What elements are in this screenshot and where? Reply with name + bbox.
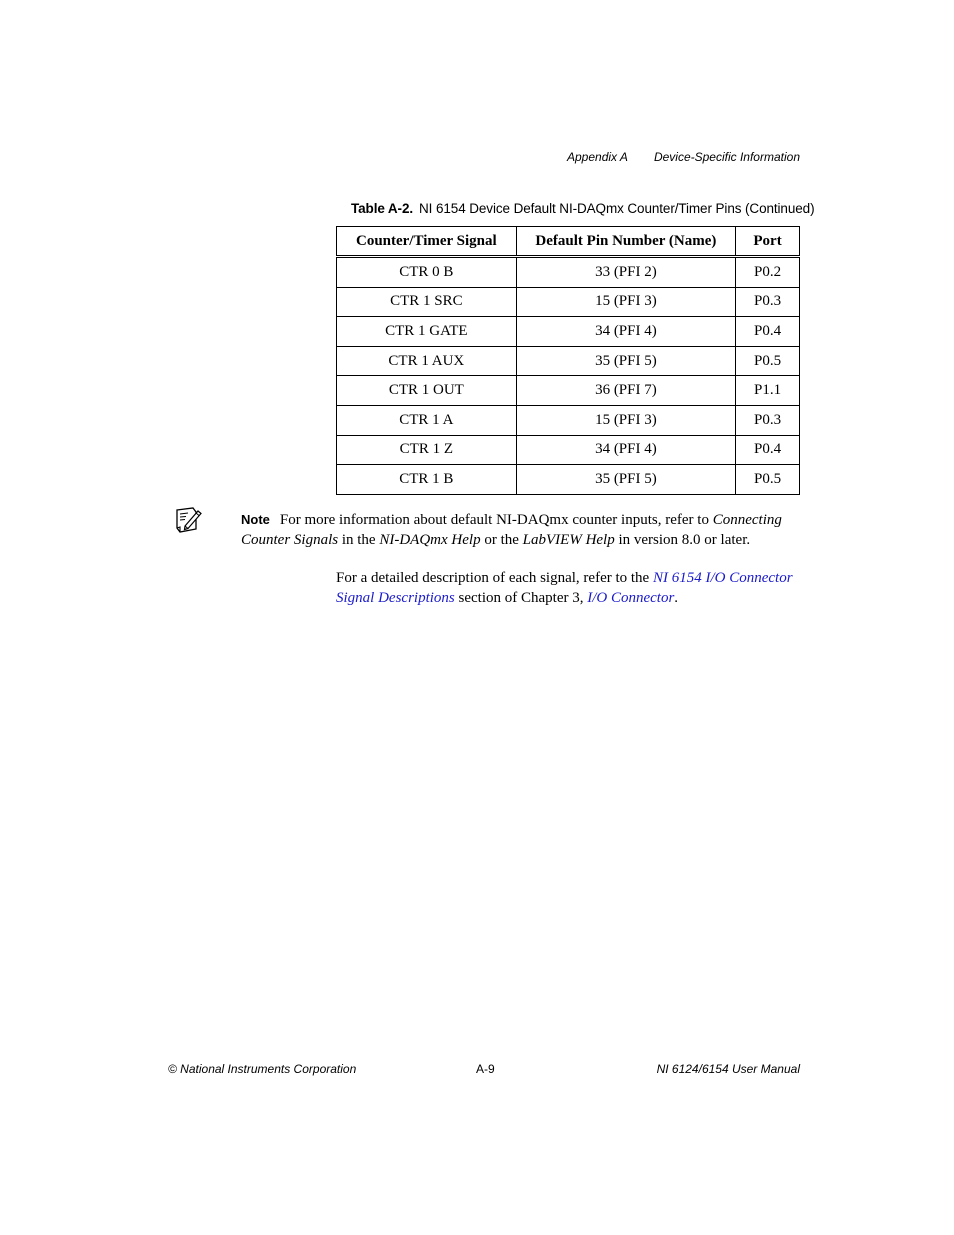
cell-pin: 35 (PFI 5) [516, 346, 735, 376]
cell-pin: 35 (PFI 5) [516, 465, 735, 495]
note-text: For more information about default NI-DAQmx counter inputs, refer to [279, 512, 713, 528]
table-row [337, 317, 800, 347]
signal-description-paragraph [336, 569, 806, 608]
cell-signal: CTR 1 GATE [337, 317, 517, 347]
note-text: in the [338, 531, 380, 548]
cell-signal: CTR 1 Z [337, 435, 517, 465]
note-text: in version 8.0 or later. [614, 531, 751, 548]
note-ref-daqmx-help: NI-DAQmx Help [379, 531, 481, 548]
header-section: Device-Specific Information [653, 150, 800, 164]
cell-port: P0.4 [736, 317, 800, 347]
note-ref-labview-help: LabVIEW Help [522, 531, 615, 548]
table-row [337, 405, 800, 435]
counter-pins-table [336, 226, 800, 495]
cell-port: P1.1 [736, 376, 800, 406]
cell-port: P0.3 [736, 287, 800, 317]
table-row [337, 465, 800, 495]
cell-port: P0.5 [736, 465, 800, 495]
paragraph-text: . [674, 589, 679, 606]
cell-port: P0.4 [736, 435, 800, 465]
cell-pin: 34 (PFI 4) [516, 435, 735, 465]
cell-pin: 15 (PFI 3) [516, 405, 735, 435]
cell-pin: 15 (PFI 3) [516, 287, 735, 317]
note-text: or the [480, 531, 523, 548]
cell-signal: CTR 1 SRC [337, 287, 517, 317]
cell-port: P0.3 [736, 405, 800, 435]
cell-signal: CTR 0 B [337, 257, 517, 288]
table-header-row [337, 227, 800, 257]
table-row [337, 346, 800, 376]
cell-signal: CTR 1 AUX [337, 346, 517, 376]
link-io-connector-signal-descriptions[interactable]: NI 6154 I/O Connector Signal Descriptions [336, 570, 793, 606]
table-row [337, 287, 800, 317]
table-row [337, 376, 800, 406]
table-caption [351, 201, 814, 216]
header-appendix: Appendix A [567, 150, 628, 164]
link-io-connector[interactable]: I/O Connector [587, 589, 675, 606]
footer-copyright: © National Instruments Corporation [168, 1062, 357, 1076]
running-header [567, 150, 800, 164]
column-header-port: Port [736, 227, 800, 257]
cell-port: P0.2 [736, 257, 800, 288]
paragraph-text: section of Chapter 3, [454, 589, 588, 606]
table-caption-label: Table A-2. [351, 201, 414, 216]
cell-pin: 36 (PFI 7) [516, 376, 735, 406]
footer-page-number: A-9 [476, 1062, 495, 1076]
table-row [337, 435, 800, 465]
cell-pin: 33 (PFI 2) [516, 257, 735, 288]
cell-signal: CTR 1 OUT [337, 376, 517, 406]
footer-manual-title: NI 6124/6154 User Manual [656, 1062, 800, 1076]
note-pencil-icon [174, 506, 204, 534]
note-block [241, 510, 801, 550]
cell-signal: CTR 1 B [337, 465, 517, 495]
cell-pin: 34 (PFI 4) [516, 317, 735, 347]
table-row [337, 257, 800, 288]
column-header-signal: Counter/Timer Signal [337, 227, 517, 257]
paragraph-text: For a detailed description of each signal, refer to the [336, 570, 653, 586]
column-header-pin: Default Pin Number (Name) [516, 227, 735, 257]
cell-port: P0.5 [736, 346, 800, 376]
note-label: Note [241, 512, 270, 527]
note-ref-connecting-counter-signals: Connecting Counter Signals [241, 512, 782, 548]
table-caption-text: NI 6154 Device Default NI-DAQmx Counter/Timer Pins (Continued) [419, 201, 815, 216]
cell-signal: CTR 1 A [337, 405, 517, 435]
